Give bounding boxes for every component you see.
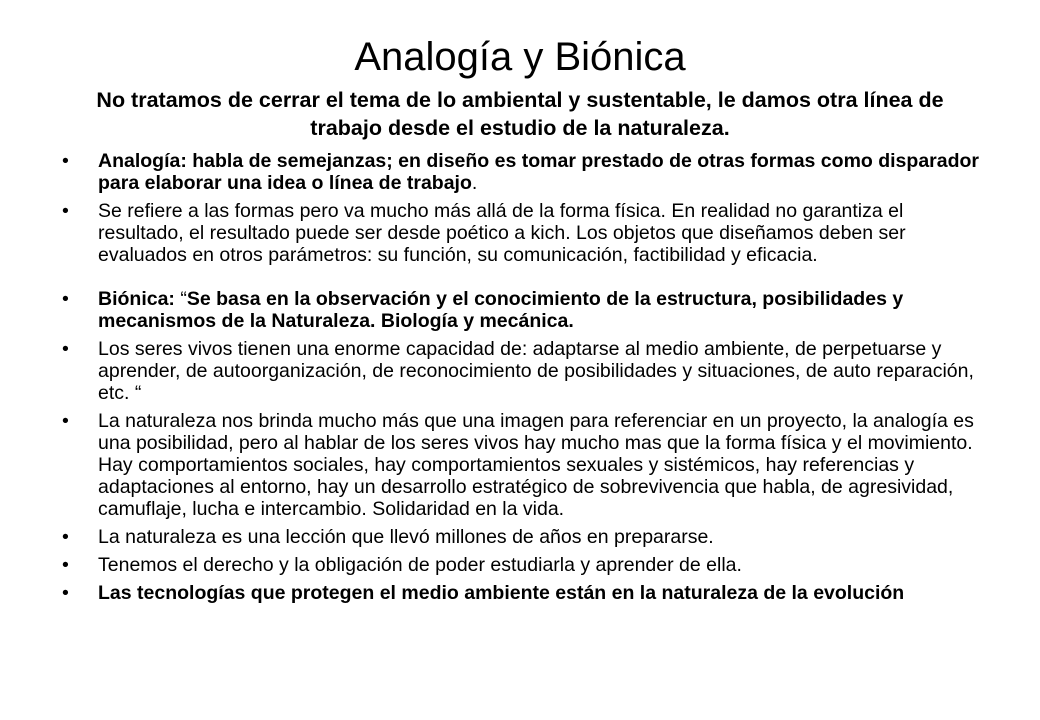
bullet-text: La naturaleza es una lección que llevó millones de años en prepararse. [98,526,714,548]
slide-title: Analogía y Biónica [354,35,686,79]
bullet-dot: • [62,200,69,222]
bullet-dot: • [62,288,69,310]
bullet-formas [58,200,988,266]
slide-subtitle: No tratamos de cerrar el tema de lo ambiental y sustentable, le damos otra línea de trabajo desde el estudio de la naturaleza. [96,88,944,140]
bullet-dot: • [62,338,69,360]
bullet-text: Se basa en la observación y el conocimiento de la estructura, posibilidades y mecanismos de la Naturaleza. Biología y mecánica. [98,288,904,332]
bullet-tail: . [471,172,478,194]
bullet-derecho [58,554,988,576]
bullet-text: habla de semejanzas; en diseño es tomar prestado de otras formas como disparador para elaborar una idea o línea de trabajo [98,150,980,194]
bullet-tecnologias [58,582,988,604]
bullet-text: Las tecnologías que protegen el medio ambiente están en la naturaleza de la evolución [98,582,905,604]
bullet-list [58,150,988,610]
bullet-text: Se refiere a las formas pero va mucho más allá de la forma física. En realidad no garantiza el resultado, el resultado puede ser desde poético a kich. Los objetos que diseñamos deben ser evaluados en otros parámetros: su función, su comunicación, factibilidad y eficacia. [98,200,906,266]
bullet-text: Los seres vivos tienen una enorme capacidad de: adaptarse al medio ambiente, de perpetuarse y aprender, de autoorganización, de reconocimiento de posibilidades y situaciones, de auto reparación, etc. “ [98,338,974,404]
bullet-bionica [58,288,988,332]
bullet-dot: • [62,554,69,576]
bullet-dot: • [62,410,69,432]
bullet-text: Tenemos el derecho y la obligación de poder estudiarla y aprender de ella. [98,554,742,576]
bullet-dot: • [62,526,69,548]
bullet-quote-open: “ [180,288,187,310]
bullet-naturaleza-brinda [58,410,988,520]
bullet-seres-vivos [58,338,988,404]
bullet-label: Analogía: [98,150,193,172]
bullet-dot: • [62,582,69,604]
bullet-text: La naturaleza nos brinda mucho más que una imagen para referenciar en un proyecto, la analogía es una posibilidad, pero al hablar de los seres vivos hay mucho mas que la forma física y el movimiento. Hay comportamientos sociales, hay comportamientos sexuales y sistémicos, hay referencias y adaptaciones al entorno, hay un desarrollo estratégico de sobrevivencia que habla, de agresividad, camuflaje, lucha e intercambio. Solidaridad en la vida. [98,410,974,520]
bullet-analogia [58,150,988,194]
bullet-dot: • [62,150,69,172]
bullet-label: Biónica: [98,288,181,310]
bullet-leccion [58,526,988,548]
